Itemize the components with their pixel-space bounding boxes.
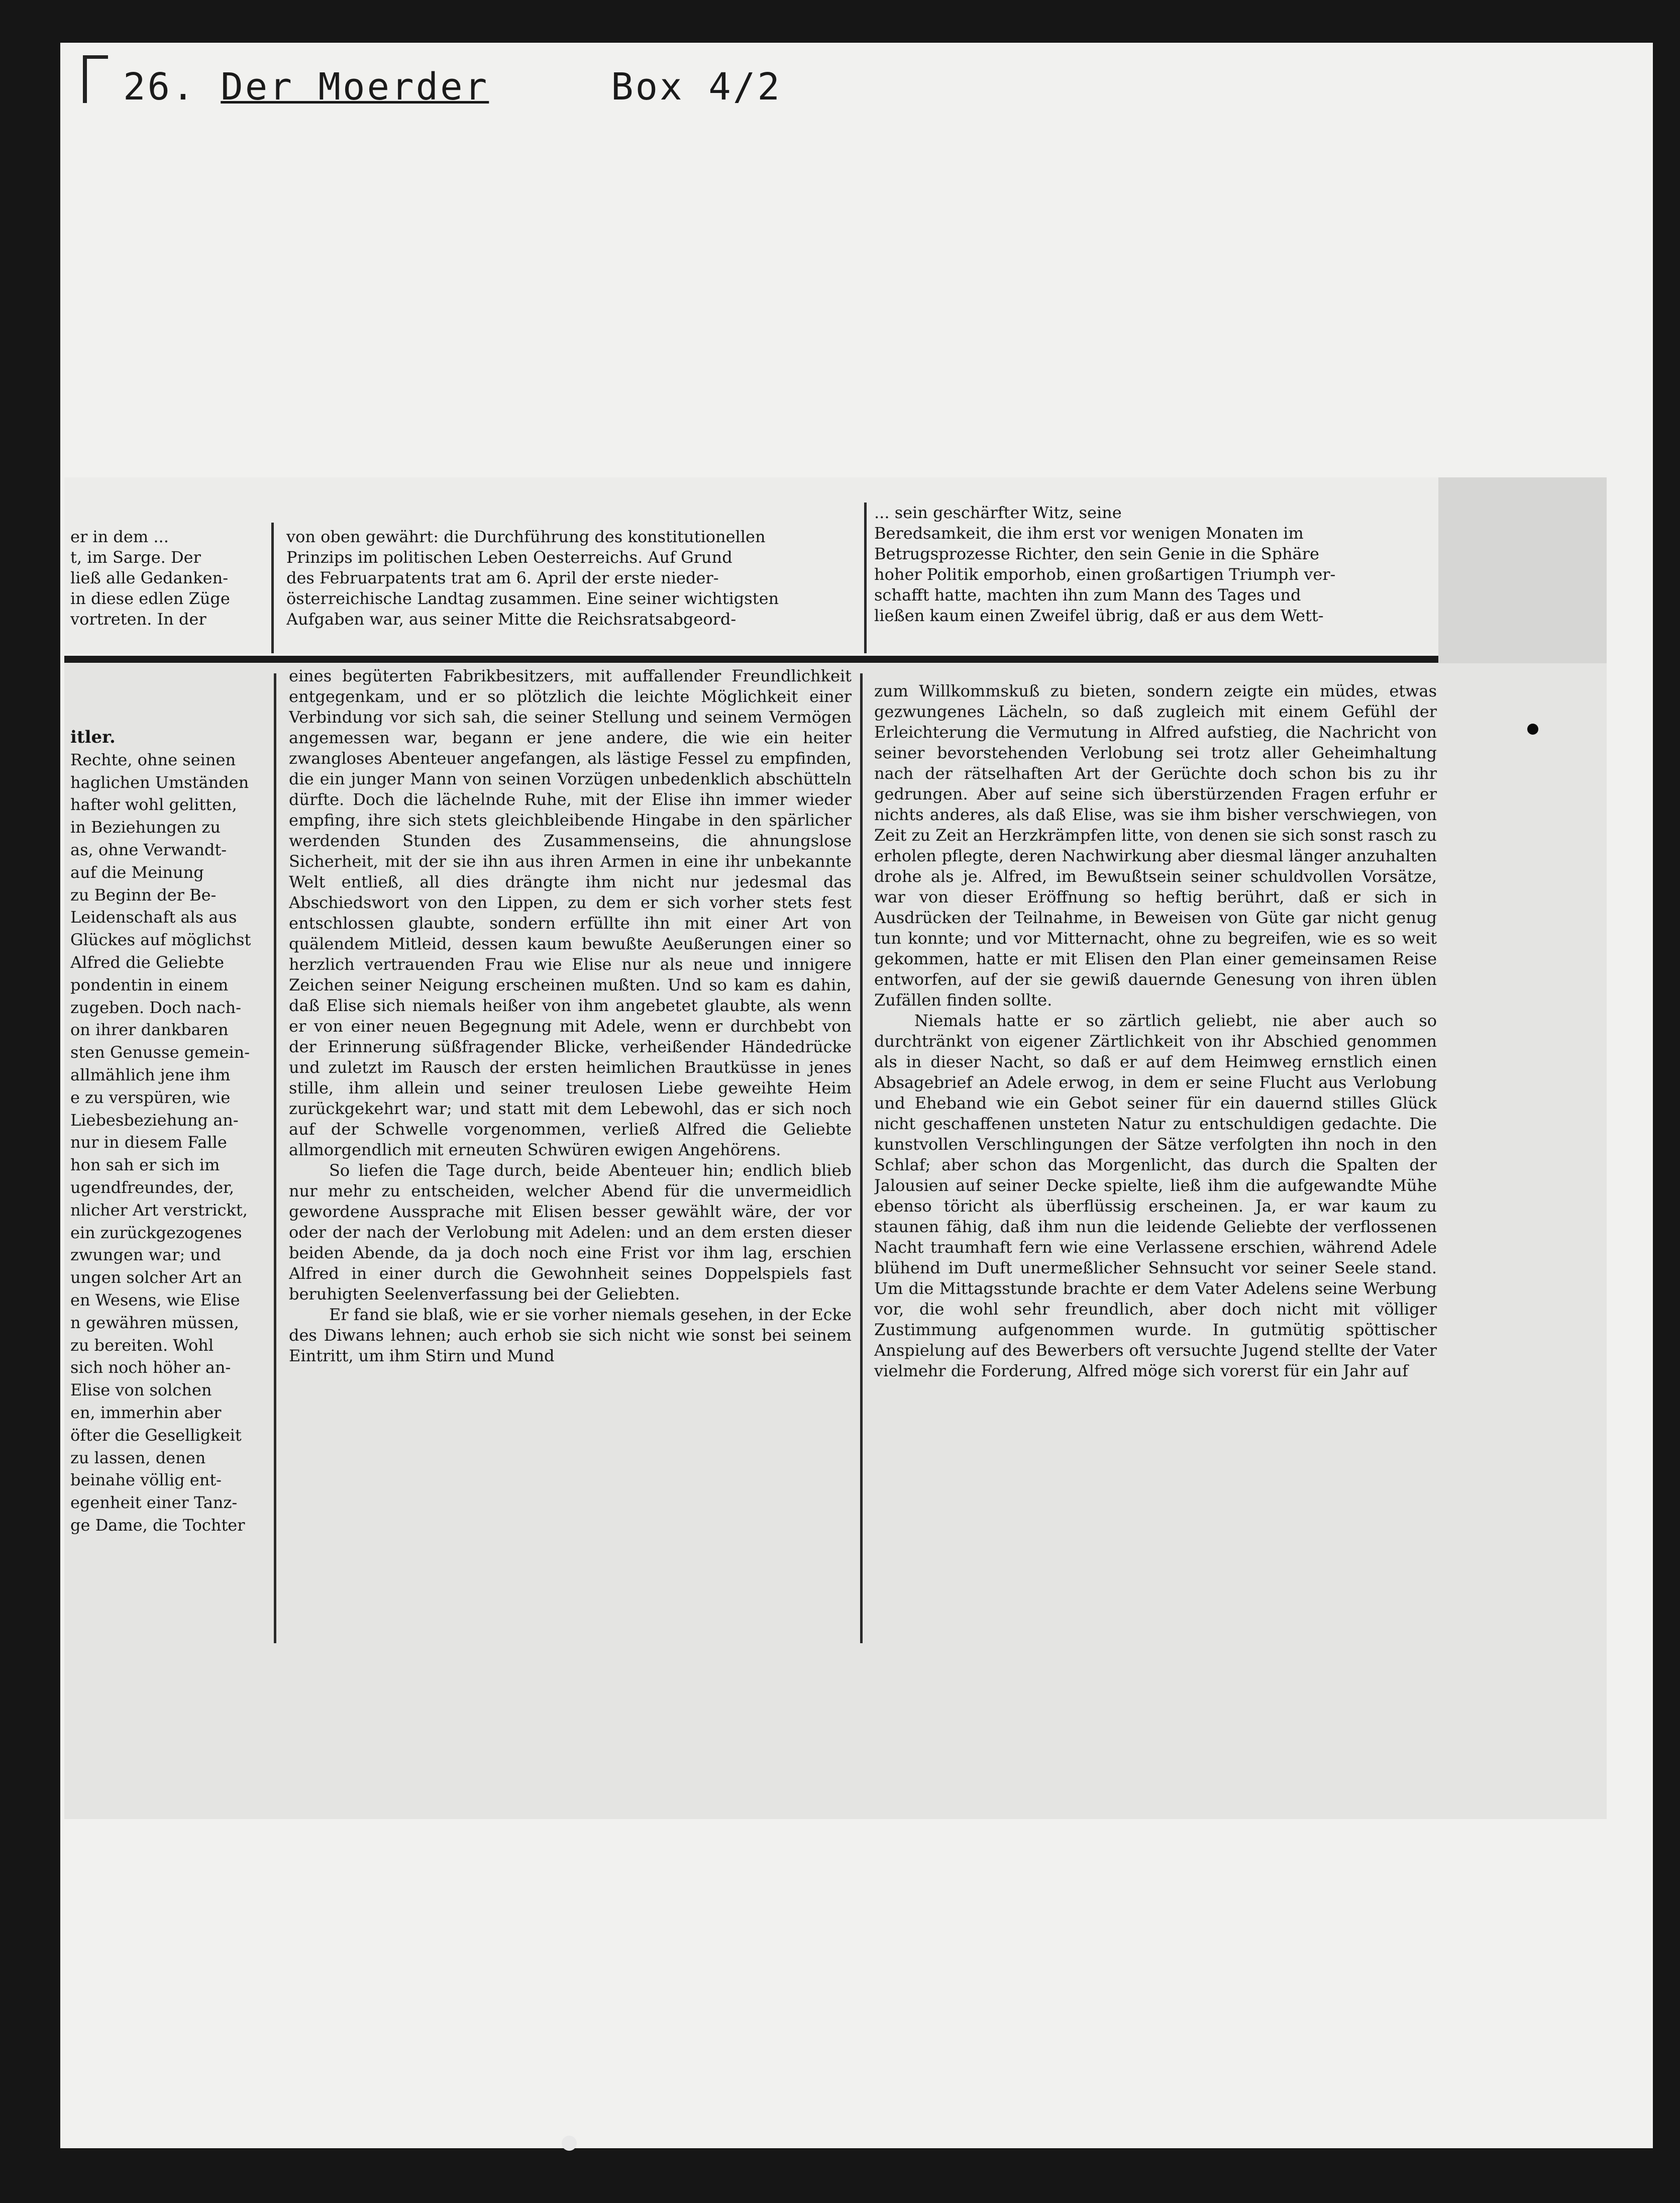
paragraph: Niemals hatte er so zärtlich geliebt, nie aber auch so durchtränkt von eigener Zärtlichkeit von ihr Abschied genommen als in dieser Nacht, so daß er auf dem Heimweg ernstlich einen Absagebrief an Adele erwog, in dem er seine Flucht aus Verlobung und Eheband wie ein Gebot seiner für ein dauernd stilles Glück nicht geschaffenen unsteten Natur zu entschuldigen gedachte. Die kunstvollen Verschlingungen der Sätze verfolgten ihn noch in den Schlaf; aber schon das Morgenlicht, das durch die Spalten der Jalousien auf seiner Decke spielte, ließ ihm die aufgewandte Mühe ebenso töricht als überflüssig erscheinen. Ja, er war kaum zu staunen fähig, daß ihm nun die leidende Geliebte der verflossenen Nacht traumhaft fern wie eine Verlassene erschien, während Adele blühend im Duft unermeßlicher Sehnsucht vor seiner Seele stand. Um die Mittagsstunde brachte er dem Vater Adelens seine Werbung vor, die wohl sehr freundlich, aber doch nicht mit völliger Zustimmung aufgenommen wurde. In gutmütig spöttischer Anspielung auf des Bewerbers oft versuchte Jugend stellte der Vater vielmehr die Forderung, Alfred möge sich vorerst für ein Jahr auf [874,1011,1437,1380]
text-line: zwungen war; und [70,1245,222,1265]
text-line: haglichen Umständen [70,772,249,792]
text-line: ein zurückgezogenes [70,1223,242,1242]
text-line: Rechte, ohne seinen [70,750,236,769]
text-line: Elise von solchen [70,1380,212,1400]
text-line: ungen solcher Art an [70,1268,242,1287]
text-line: schafft hatte, machten ihn zum Mann des Tages und [874,585,1301,605]
text-line: n gewähren müssen, [70,1313,239,1332]
text-line: österreichische Landtag zusammen. Eine seiner wichtigsten [286,589,779,608]
main-column-1 [70,726,264,1641]
text-line: e zu verspüren, wie [70,1087,231,1107]
column-divider [864,503,867,653]
text-line: ge Dame, die Tochter [70,1515,245,1535]
column-divider [860,673,863,1643]
text-line: er in dem ... [70,527,169,546]
main-column-3 [874,681,1437,1641]
text-line: von oben gewährt: die Durchführung des konstitutionellen [286,527,766,546]
text-line: pondentin in einem [70,975,229,994]
text-line: Alfred die Geliebte [70,952,225,972]
frame-corner-mark [83,55,87,103]
film-speck [1527,724,1538,735]
column-separator-rule [64,656,1438,663]
text-line: zu bereiten. Wohl [70,1335,214,1355]
text-line: as, ohne Verwandt- [70,840,227,859]
text-line: nur in diesem Falle [70,1133,227,1152]
text-line: en, immerhin aber [70,1403,222,1422]
paragraph: Er fand sie blaß, wie er sie vorher niemals gesehen, in der Ecke des Diwans lehnen; auch erhob sie sich nicht wie sonst bei seinem Eintritt, um ihm Stirn und Mund [289,1305,852,1365]
text-line: Beredsamkeit, die ihm erst vor wenigen Monaten im [874,524,1304,543]
text-line: sten Genusse gemein- [70,1043,250,1062]
text-line: zu lassen, denen [70,1448,206,1467]
text-line: ... sein geschärfter Witz, seine [874,503,1122,522]
header-title: Der Moerder [221,65,489,109]
text-line: Aufgaben war, aus seiner Mitte die Reichsratsabgeord- [286,610,737,629]
paragraph: zum Willkommskuß zu bieten, sondern zeigte ein müdes, etwas gezwungenes Lächeln, so daß zugleich mit einem Gefühl der Erleichterung die Vermutung in Alfred aufstieg, die Nachricht von seiner bevorstehenden Verlobung sei trotz aller Geheimhaltung nach der rätselhaften Art der Gerüchte doch schon bis zu ihr gedrungen. Aber auf seine sich überstürzenden Fragen erfuhr er nichts anderes, als daß Elise, was sie ihm bisher verschwiegen, von Zeit zu Zeit an Herzkrämpfen litte, von denen sie sich sonst rasch zu erholen pflegte, deren Nachwirkung aber diesmal länger anzuhalten drohe als je. Alfred, im Bewußtsein seiner schuldvollen Vorsätze, war von dieser Eröffnung so heftig berührt, daß er sich in Ausdrücken der Teilnahme, in Beweisen von Güte gar nicht genug tun konnte; und vor Mitternacht, ohne zu begreifen, wie es so weit gekommen, hatte er mit Elisen den Plan einer gemeinsamen Reise entworfen, auf der sie gewiß dauernde Genesung von ihren üblen Zufällen finden sollte. [874,681,1437,1010]
text-line: hafter wohl gelitten, [70,795,237,815]
header-number: 26. [123,65,196,109]
text-line: egenheit einer Tanz- [70,1493,238,1513]
text-line: allmählich jene ihm [70,1065,231,1084]
text-line: des Februarpatents trat am 6. April der erste nieder- [286,568,719,587]
clipping-right-piece [1438,477,1607,663]
header-box: Box 4/2 [611,65,782,109]
frame-corner-mark-top [83,55,108,59]
text-line: sich noch höher an- [70,1358,231,1377]
paragraph: eines begüterten Fabrikbesitzers, mit auffallender Freundlichkeit entgegenkam, und er so plötzlich die leichte Möglichkeit einer Verbindung vor sich sah, die seiner Stellung und seinem Vermögen angemessen war, begann er jene andere, die wie ein heiter zwangloses Abenteuer angefangen, als lästige Fessel zu empfinden, die ein junger Mann von seinen Vorzügen unbedenklich abschütteln dürfte. Doch die lächelnde Ruhe, mit der Elise ihn immer wieder empfing, ihre sich stets gleichbleibende Hingabe in den spärlicher werdenden Stunden des Zusammenseins, die ahnungslose Sicherheit, mit der sie ihn aus ihren Armen in eine ihr unbekannte Welt entließ, all dies drängte ihm nicht nur jedesmal das Abschiedswort von den Lippen, zu dem er sich vorher stets fest entschlossen glaubte, sondern erfüllte ihn mit einer Art von quälendem Mitleid, dessen kaum bewußte Aeußerungen einer so herzlich vertrauenden Frau wie Elise nur als neue und innigere Zeichen seiner Neigung erscheinen mußten. Und so kam es dahin, daß Elise sich niemals heißer von ihm angebetet glaubte, als wenn er von einer neuen Begegnung mit Adele, wenn er durchbebt von der Erinnerung süßfragender Blicke, verheißender Händedrücke und zuletzt im Rausch der ersten heimlichen Brautküsse in jenes stille, ihm allein und seiner treulosen Liebe geweihte Heim zurückgekehrt war; und statt mit dem Lebewohl, das er sich noch auf der Schwelle vorgenommen, verließ Alfred die Geliebte allmorgendlich mit erneuten Schwüren ewigen Angehörens. [289,666,852,1159]
top-left-column [70,527,261,652]
text-line: ugendfreundes, der, [70,1177,234,1197]
text-line: beinahe völlig ent- [70,1470,222,1490]
text-line: ließen kaum einen Zweifel übrig, daß er aus dem Wett- [874,606,1324,625]
archive-header [123,65,782,109]
text-line: hon sah er sich im [70,1155,220,1175]
text-line: in diese edlen Züge [70,589,230,608]
text-line: Liebesbeziehung an- [70,1110,239,1130]
text-line: auf die Meinung [70,862,204,882]
text-line: hoher Politik emporhob, einen großartigen Triumph ver- [874,565,1336,584]
paragraph: So liefen die Tage durch, beide Abenteuer hin; endlich blieb nur mehr zu entscheiden, welcher Abend für die unvermeidlich gewordene Aussprache mit Elisen besser gewählt wäre, der vor oder der nach der Verlobung mit Adelen: und an dem ersten dieser beiden Abende, da ja doch noch eine Frist vor ihm lag, erschien Alfred in einer durch die Gewohnheit seines Doppelspiels fast beruhigten Seelenverfassung bei der Geliebten. [289,1161,852,1304]
text-line: ließ alle Gedanken- [70,568,229,587]
top-right-column [874,503,1437,653]
text-line: in Beziehungen zu [70,818,221,837]
text-line: on ihrer dankbaren [70,1020,229,1040]
text-line: zu Beginn der Be- [70,885,217,905]
text-line: vortreten. In der [70,610,206,629]
text-line: Prinzips im politischen Leben Oesterreichs. Auf Grund [286,548,732,567]
top-middle-column [286,527,854,652]
text-line: zugeben. Doch nach- [70,997,241,1017]
text-line: Betrugsprozesse Richter, den sein Genie in die Sphäre [874,544,1319,563]
section-heading: itler. [70,727,116,747]
text-line: en Wesens, wie Elise [70,1290,240,1310]
main-column-2 [289,666,852,1641]
column-divider [271,523,274,653]
film-speck [562,2136,577,2151]
column-divider [274,673,276,1643]
text-line: öfter die Geselligkeit [70,1425,242,1445]
text-line: Glückes auf möglichst [70,930,251,950]
text-line: nlicher Art verstrickt, [70,1200,248,1220]
text-line: t, im Sarge. Der [70,548,201,567]
text-line: Leidenschaft als aus [70,908,237,927]
